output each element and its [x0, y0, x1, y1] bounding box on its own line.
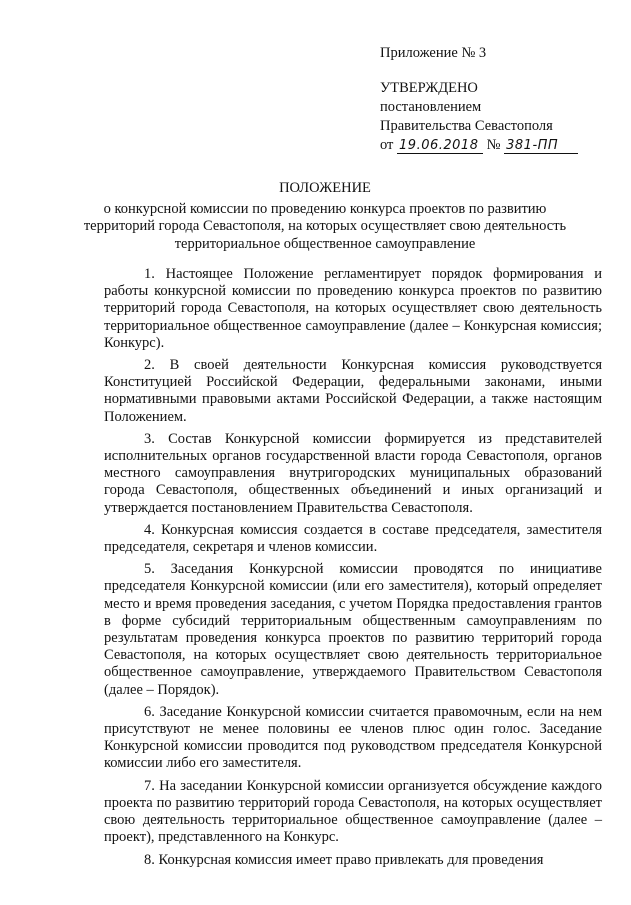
title-line-1: о конкурсной комиссии по проведению конкурса проектов по развитию — [103, 200, 547, 217]
document-body — [104, 266, 602, 868]
government-label: Правительства Севастополя — [380, 118, 553, 134]
paragraph-2: 2. В своей деятельности Конкурсная комиссия руководствуется Конституцией Российской Федерации, федеральными законами, иными нормативными правовыми актами Российской Федерации, а также настоящим Положением. — [104, 357, 602, 425]
paragraph-7: 7. На заседании Конкурсной комиссии организуется обсуждение каждого проекта по развитию территорий города Севастополя, на которых осуществляет свою деятельность территориальное общественное самоуправление (далее – проект), представленного на Конкурс. — [104, 777, 602, 846]
paragraph-6: 6. Заседание Конкурсной комиссии считается правомочным, если на нем присутствуют не менее половины ее членов плюс один голос. Заседание Конкурсной комиссии проводится под руководством председателя Конкурсной комиссии либо его заместителя. — [104, 703, 602, 772]
paragraph-1: 1. Настоящее Положение регламентирует порядок формирования и работы конкурсной комиссии по проведению конкурса проектов по развитию территорий города Севастополя, на которых осуществляет свою деятельность территориальное общественное самоуправление (далее – Конкурсная комиссия; Конкурс). — [104, 266, 602, 351]
approved-label: УТВЕРЖДЕНО — [380, 80, 478, 96]
decree-number: 381-ПП — [504, 138, 578, 154]
decree-label: постановлением — [380, 99, 482, 115]
number-prefix: № — [486, 137, 501, 153]
title-line-3: территориальное общественное самоуправление — [174, 235, 476, 252]
paragraph-4: 4. Конкурсная комиссия создается в составе председателя, заместителя председателя, секретаря и членов комиссии. — [104, 521, 602, 556]
decree-date: 19.06.2018 — [397, 138, 483, 154]
paragraph-8: 8. Конкурсная комиссия имеет право привлекать для проведения — [144, 851, 544, 868]
title-main: ПОЛОЖЕНИЕ — [279, 180, 371, 196]
approval-header — [380, 44, 620, 155]
document-title — [80, 180, 570, 253]
paragraph-5: 5. Заседания Конкурсной комиссии проводятся по инициативе председателя Конкурсной комиссии (или его заместителя), который определяет место и время проведения заседания, с учетом Порядка предоставления грантов в форме субсидий территориальным общественным самоуправлениям по результатам проведения конкурса проектов по развитию территорий города Севастополя, на которых осуществляет свою деятельность территориальное общественное самоуправление, утверждаемого Правительством Севастополя (далее – Порядок). — [104, 561, 602, 698]
date-prefix: от — [380, 137, 394, 153]
title-line-2: территорий города Севастополя, на которых осуществляет свою деятельность — [83, 218, 567, 234]
paragraph-3: 3. Состав Конкурсной комиссии формируется из представителей исполнительных органов государственной власти города Севастополя, органов местного самоуправления внутригородских муниципальных образований города Севастополя, общественных объединений и иных организаций и утверждается постановлением Правительства Севастополя. — [104, 430, 602, 516]
annex-label: Приложение № 3 — [380, 45, 487, 61]
decree-date-line — [380, 136, 620, 155]
